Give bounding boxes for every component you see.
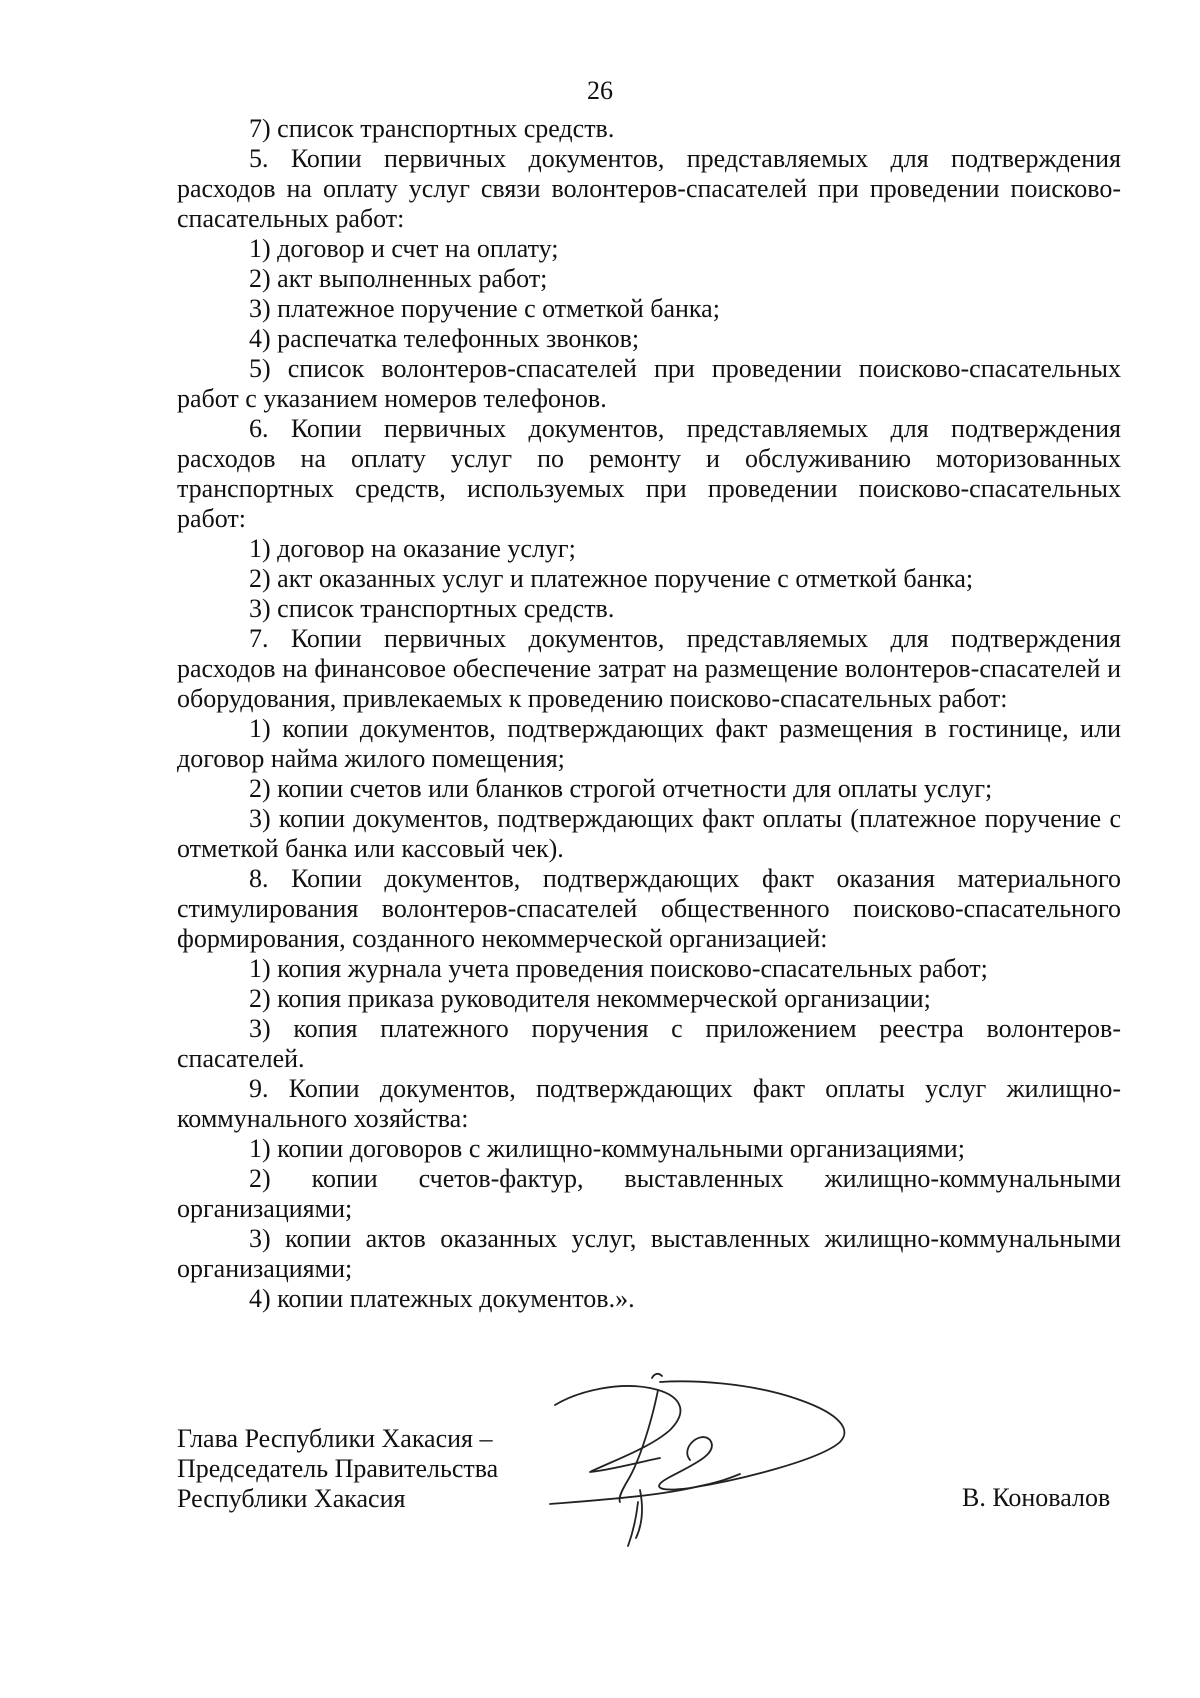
list-item: 2) копия приказа руководителя некоммерческой организации;: [249, 984, 931, 1013]
list-item: 1) договор на оказание услуг;: [249, 534, 576, 563]
list-item: 2) акт выполненных работ;: [249, 264, 548, 293]
list-item: 3) список транспортных средств.: [249, 594, 615, 623]
signatory-title-line: Председатель Правительства: [177, 1454, 499, 1483]
signatory-name: В. Коновалов: [962, 1483, 1111, 1512]
paragraph: 6. Копии первичных документов, представляемых для подтверждения расходов на оплату услуг по ремонту и обслуживанию моторизованных транспортных средств, используемых при проведении поисково-спасательных работ:: [177, 414, 1121, 533]
list-item: 4) копии платежных документов.».: [249, 1284, 635, 1313]
list-item: 2) копии счетов-фактур, выставленных жилищно-коммунальными организациями;: [177, 1164, 1121, 1223]
list-item: 1) копия журнала учета проведения поисково-спасательных работ;: [249, 954, 988, 983]
document-body: [177, 114, 1121, 1314]
paragraph: 7. Копии первичных документов, представляемых для подтверждения расходов на финансовое обеспечение затрат на размещение волонтеров-спасателей и оборудования, привлекаемых к проведению поисково-спасательных работ:: [177, 624, 1121, 713]
list-item: 2) акт оказанных услуг и платежное поручение с отметкой банка;: [249, 564, 974, 593]
list-item: 3) копии документов, подтверждающих факт оплаты (платежное поручение с отметкой банка или кассовый чек).: [177, 804, 1121, 863]
handwritten-signature: [540, 1370, 880, 1550]
list-item: 4) распечатка телефонных звонков;: [249, 324, 640, 353]
list-item: 3) копия платежного поручения с приложением реестра волонтеров-спасателей.: [177, 1014, 1121, 1073]
signatory-title: [177, 1424, 498, 1514]
list-item: 1) договор и счет на оплату;: [249, 234, 559, 263]
list-item: 1) копии документов, подтверждающих факт размещения в гостинице, или договор найма жилого помещения;: [177, 714, 1121, 773]
paragraph: 8. Копии документов, подтверждающих факт оказания материального стимулирования волонтеров-спасателей общественного поисково-спасательного формирования, созданного некоммерческой организацией:: [177, 864, 1121, 953]
list-item: 2) копии счетов или бланков строгой отчетности для оплаты услуг;: [249, 774, 993, 803]
list-item: 5) список волонтеров-спасателей при проведении поисково-спасательных работ с указанием номеров телефонов.: [177, 354, 1121, 413]
paragraph: 5. Копии первичных документов, представляемых для подтверждения расходов на оплату услуг связи волонтеров-спасателей при проведении поисково-спасательных работ:: [177, 144, 1121, 233]
signatory-title-line: Республики Хакасия: [177, 1484, 406, 1513]
paragraph: 9. Копии документов, подтверждающих факт оплаты услуг жилищно-коммунального хозяйства:: [177, 1074, 1121, 1133]
list-item: 1) копии договоров с жилищно-коммунальными организациями;: [249, 1134, 965, 1163]
signatory-title-line: Глава Республики Хакасия –: [177, 1424, 493, 1453]
list-item: 3) копии актов оказанных услуг, выставленных жилищно-коммунальными организациями;: [177, 1224, 1121, 1283]
paragraph: 7) список транспортных средств.: [249, 114, 615, 143]
list-item: 3) платежное поручение с отметкой банка;: [249, 294, 720, 323]
page-number: 26: [587, 76, 613, 105]
